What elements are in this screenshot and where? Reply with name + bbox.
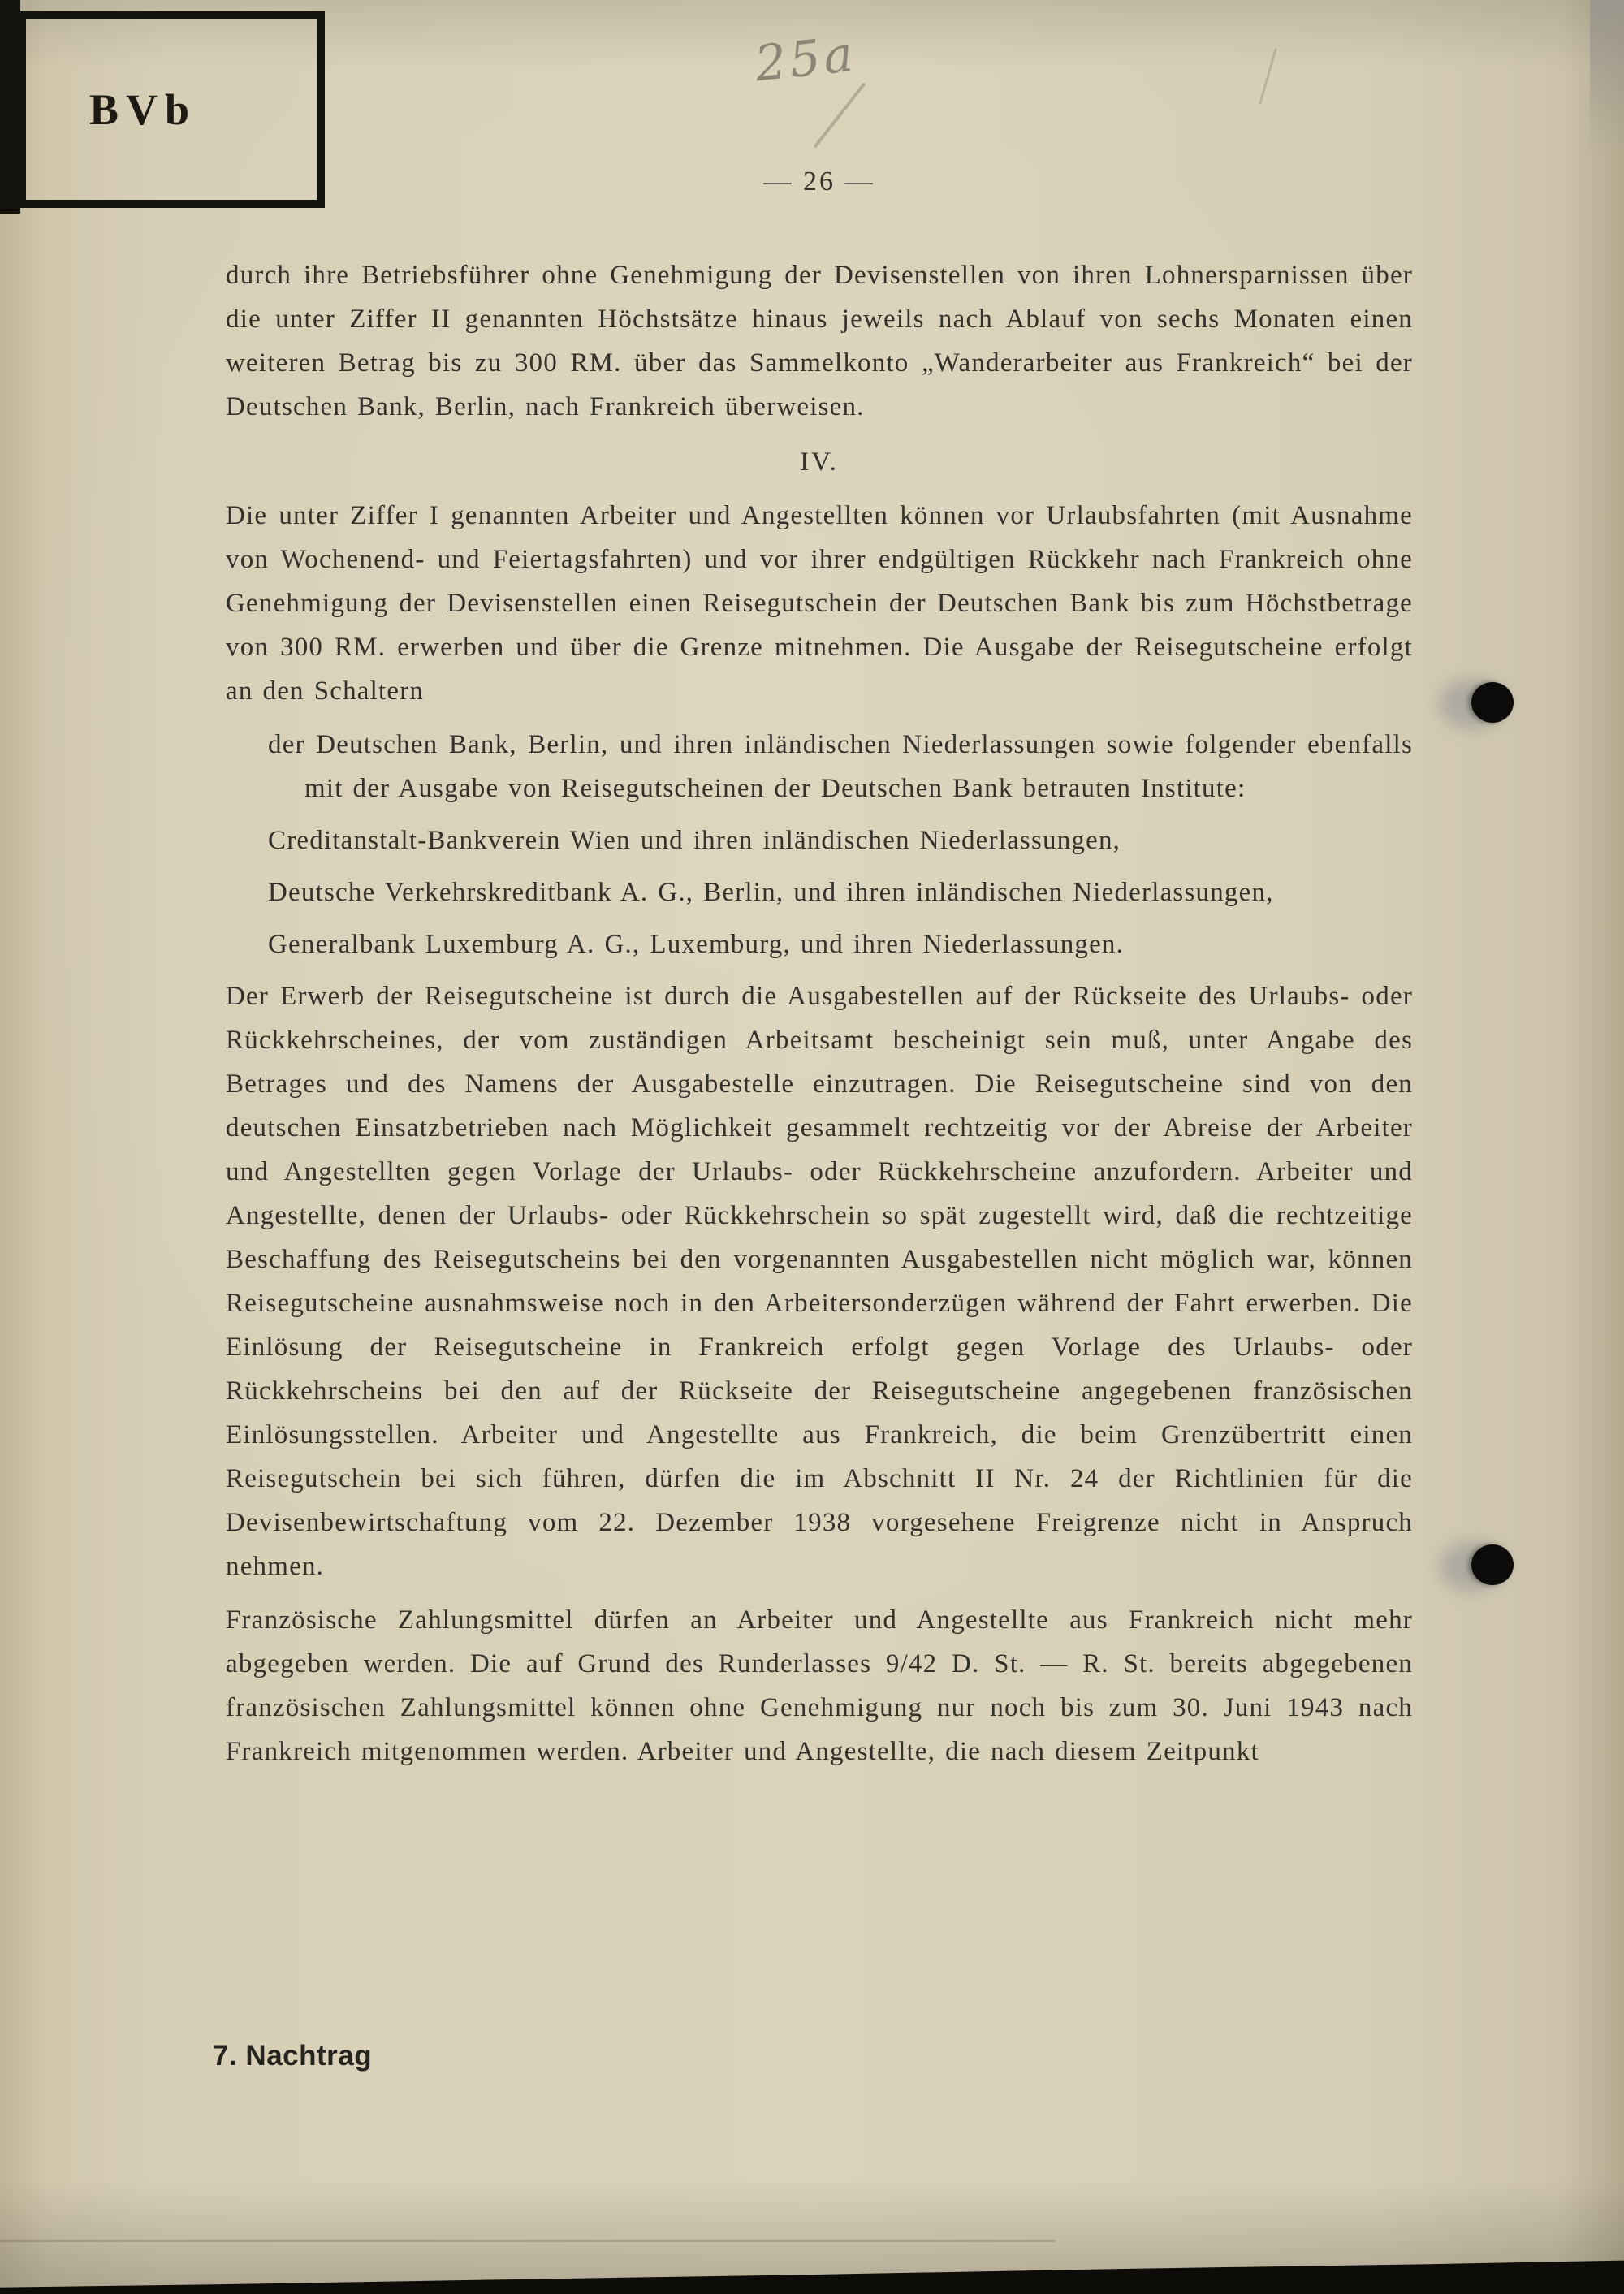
hole-punch-bottom xyxy=(1439,1535,1536,1603)
scan-edge-bottom xyxy=(0,2257,1624,2294)
document-body xyxy=(226,253,1413,1783)
scan-edge-top-right xyxy=(1590,0,1624,154)
section-heading-iv: IV. xyxy=(800,447,839,477)
bank-list-intro: der Deutschen Bank, Berlin, und ihren inländischen Niederlassungen sowie folgender ebenfalls mit der Ausgabe von Reisegutscheinen der Deutschen Bank betrauten Institute: xyxy=(268,730,1413,803)
pencil-mark xyxy=(1259,48,1277,105)
paragraph-voucher-rules: Der Erwerb der Reisegutscheine ist durch die Ausgabestellen auf der Rückseite des Urlaubs- oder Rückkehrscheines, der vom zuständigen Arbeitsamt bescheinigt sein muß, unter Angabe des Betrages und des Namens der Ausgabestelle einzutragen. Die Reisegutscheine sind von den deutschen Einsatzbetrieben nach Möglichkeit gesammelt rechtzeitig vor der Abreise der Arbeiter und Angestellten gegen Vorlage der Urlaubs- oder Rückkehrscheine anzufordern. Arbeiter und Angestellte, denen der Urlaubs- oder Rückkehrschein so spät zugestellt wird, daß die rechtzeitige Beschaffung des Reisegutscheins bei den vorgenannten Ausgabestellen nicht möglich war, können Reisegutscheine ausnahmsweise noch in den Arbeitersonderzügen während der Fahrt erwerben. Die Einlösung der Reisegutscheine in Frankreich erfolgt gegen Vorlage des Urlaubs- oder Rückkehrscheins bei den auf der Rückseite der Reisegutscheine angegebenen französischen Einlösungsstellen. Arbeiter und Angestellte aus Frankreich, die beim Grenzübertritt einen Reisegutschein bei sich führen, dürfen die im Abschnitt II Nr. 24 der Richtlinien für die Devisenbewirtschaftung vom 22. Dezember 1938 vorgesehene Freigrenze nicht in Anspruch nehmen. xyxy=(226,982,1413,1581)
handwritten-note: 25a xyxy=(752,25,859,93)
bank-list-item: Creditanstalt-Bankverein Wien und ihren inländischen Niederlassungen, xyxy=(268,826,1121,855)
bank-list-item: Deutsche Verkehrskreditbank A. G., Berlin, und ihren inländischen Niederlassungen, xyxy=(268,878,1274,907)
paragraph-french-currency: Französische Zahlungsmittel dürfen an Arbeiter und Angestellte aus Frankreich nicht mehr abgegeben werden. Die auf Grund des Runderlasses 9/42 D. St. — R. St. bereits abgegebenen französischen Zahlungsmittel können ohne Genehmigung nur noch bis zum 30. Juni 1943 nach Frankreich mitgenommen werden. Arbeiter und Angestellte, die nach diesem Zeitpunkt xyxy=(226,1605,1413,1766)
hole-punch-dot xyxy=(1471,682,1514,723)
page-number: — 26 — xyxy=(763,166,875,197)
hole-punch-dot xyxy=(1471,1544,1514,1585)
classification-label: BVb xyxy=(89,85,197,134)
pencil-mark xyxy=(814,82,866,148)
hole-punch-top xyxy=(1439,672,1536,741)
paragraph-overflow-from-previous-page: durch ihre Betriebsführer ohne Genehmigung der Devisenstellen von ihren Lohnersparnissen über die unter Ziffer II genannten Höchstsätze hinaus jeweils nach Ablauf von sechs Monaten einen weiteren Betrag bis zu 300 RM. über das Sammelkonto „Wanderarbeiter aus Frankreich“ bei der Deutschen Bank, Berlin, nach Frankreich überweisen. xyxy=(226,261,1413,421)
paragraph-travel-vouchers: Die unter Ziffer I genannten Arbeiter und Angestellten können vor Urlaubsfahrten (mit Ausnahme von Wochenend- und Feiertagsfahrten) und vor ihrer endgültigen Rückkehr nach Frankreich ohne Genehmigung der Devisenstellen einen Reisegutschein der Deutschen Bank bis zum Höchstbetrage von 300 RM. erwerben und über die Grenze mitnehmen. Die Ausgabe der Reisegutscheine erfolgt an den Schaltern xyxy=(226,501,1413,706)
footer-label: 7. Nachtrag xyxy=(213,2040,373,2072)
bank-list-item: Generalbank Luxemburg A. G., Luxemburg, und ihren Niederlassungen. xyxy=(268,930,1125,959)
paper-crease xyxy=(0,2240,1056,2242)
